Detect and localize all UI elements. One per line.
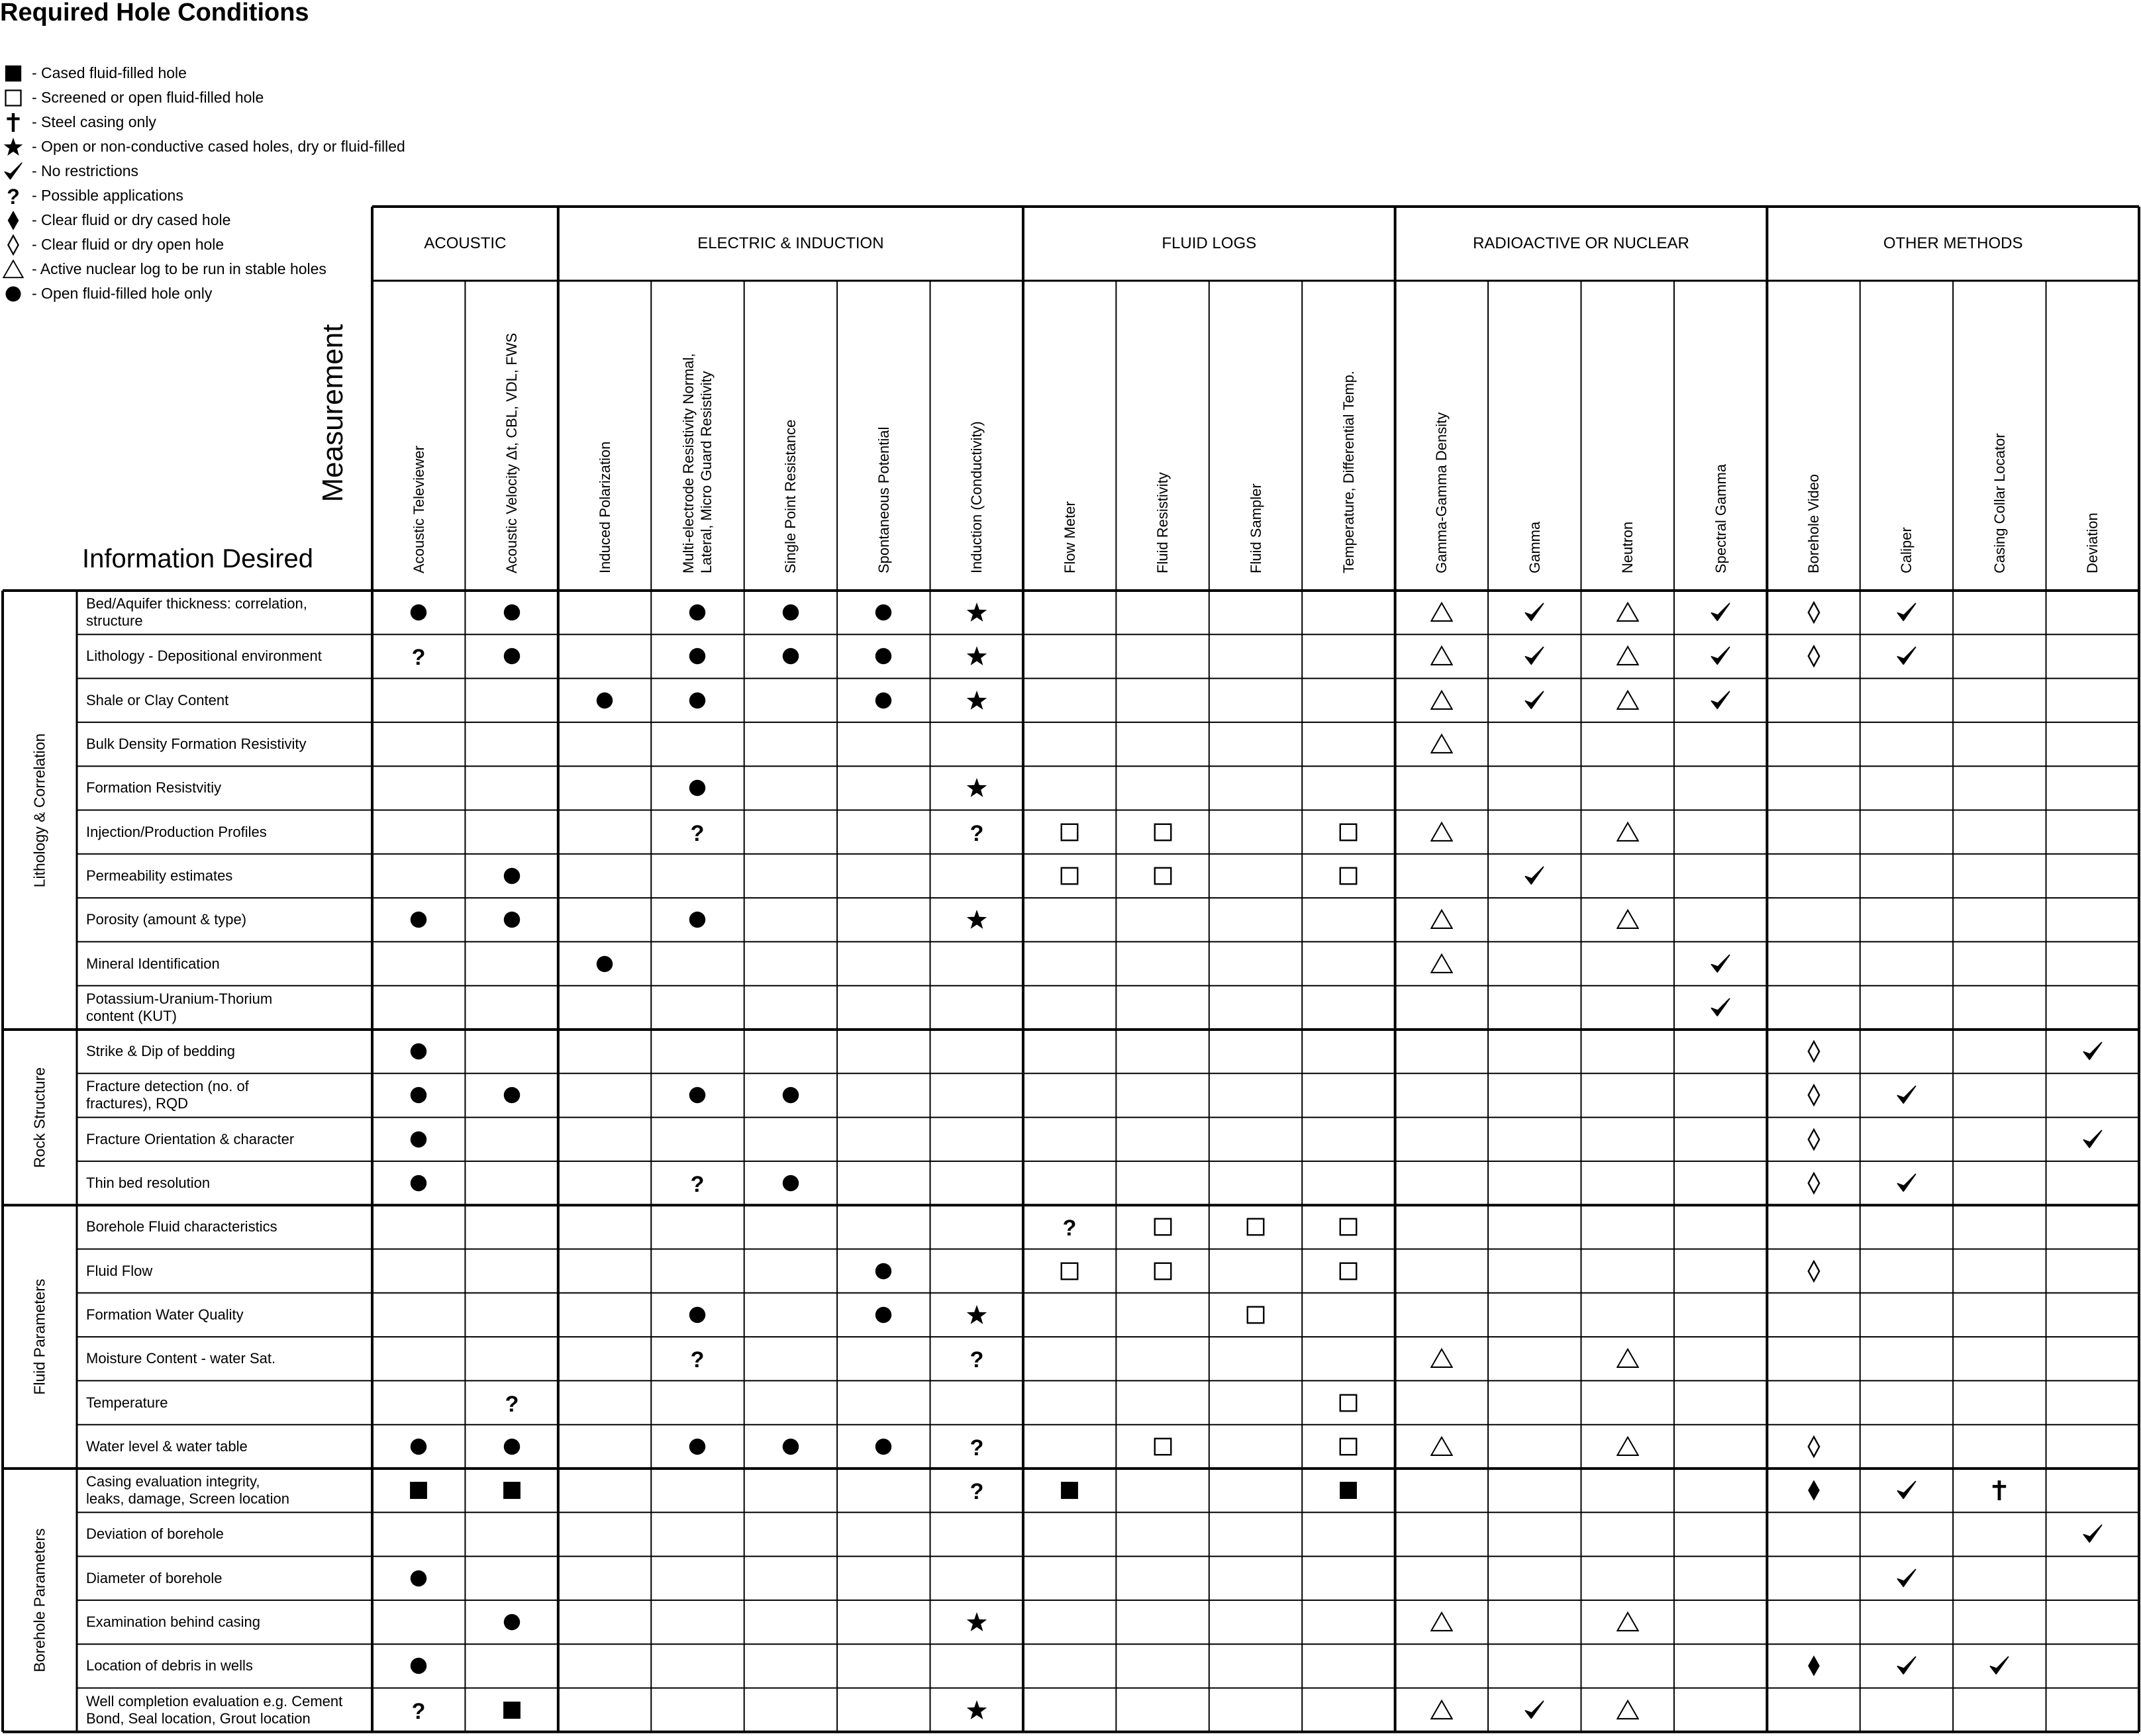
filled-circle-icon <box>872 689 895 712</box>
open-diamond-icon <box>1803 1040 1825 1063</box>
information-desired-label: Information Desired <box>82 544 314 573</box>
filled-circle-icon <box>686 908 709 931</box>
column-header-line: Acoustic Velocity Δt, CBL, VDL, FWS <box>503 332 521 573</box>
row-label-line: Lithology - Depositional environment <box>86 648 322 665</box>
row-label-line: leaks, damage, Screen location <box>86 1490 289 1508</box>
open-square-icon <box>1337 1216 1360 1238</box>
column-header <box>1897 527 1915 573</box>
open-triangle-icon <box>1430 1347 1453 1370</box>
filled-circle-icon <box>407 1084 430 1106</box>
filled-circle-icon <box>501 601 523 624</box>
open-triangle-icon <box>1617 645 1639 667</box>
question-icon <box>407 645 430 667</box>
page-title: Required Hole Conditions <box>0 0 309 26</box>
column-header-line: Temperature, Differential Temp. <box>1340 370 1357 573</box>
filled-circle-icon <box>779 1172 802 1194</box>
check-icon <box>1523 689 1546 712</box>
open-square-icon <box>1152 865 1174 887</box>
open-triangle-icon <box>1430 953 1453 975</box>
row-label <box>86 1073 368 1117</box>
open-square-icon <box>1337 821 1360 844</box>
row-label <box>86 986 368 1030</box>
filled-circle-icon <box>779 645 802 667</box>
row-label-line: Examination behind casing <box>86 1614 260 1631</box>
row-label-line: Bulk Density Formation Resistivity <box>86 736 307 753</box>
check-icon <box>1895 1655 1918 1677</box>
check-icon <box>1523 601 1546 624</box>
filled-circle-icon <box>407 601 430 624</box>
row-label-line: Borehole Fluid characteristics <box>86 1218 277 1235</box>
check-icon <box>1895 1479 1918 1502</box>
row-label <box>86 1644 368 1688</box>
row-label <box>86 1161 368 1205</box>
row-label <box>86 1600 368 1644</box>
row-label-line: Mineral Identification <box>86 955 220 972</box>
column-header <box>679 353 715 573</box>
legend-text: - Cased fluid-filled hole <box>32 64 187 81</box>
star-icon <box>966 908 988 931</box>
column-header-line: Casing Collar Locator <box>1991 433 2008 573</box>
open-square-icon <box>1337 865 1360 887</box>
row-label <box>86 1030 368 1073</box>
row-group-label: Fluid Parameters <box>30 1278 48 1395</box>
row-label-line: Bed/Aquifer thickness: correlation, <box>86 595 307 612</box>
open-diamond-icon <box>1803 601 1825 624</box>
check-icon <box>1895 601 1918 624</box>
legend-text: - Clear fluid or dry open hole <box>32 236 224 253</box>
svg-text:?: ? <box>411 1698 426 1721</box>
open-triangle-icon <box>1617 1699 1639 1721</box>
question-icon <box>686 821 709 844</box>
check-icon <box>1988 1655 2011 1677</box>
legend-text: - Open or non-conductive cased holes, dry or fluid-filled <box>32 138 405 155</box>
column-header <box>1247 483 1265 573</box>
row-label <box>86 1380 368 1424</box>
column-header-line: Multi-electrode Resistivity Normal, <box>680 353 697 573</box>
column-header-line: Gamma-Gamma Density <box>1433 412 1450 573</box>
legend-text: - Clear fluid or dry cased hole <box>32 211 231 228</box>
filled-circle-icon <box>686 1304 709 1326</box>
row-label <box>86 810 368 854</box>
question-icon <box>1058 1216 1081 1238</box>
open-triangle-icon <box>1617 821 1639 844</box>
row-label-line: Temperature <box>86 1394 168 1411</box>
question-icon <box>966 1435 988 1458</box>
filled-circle-icon <box>686 601 709 624</box>
filled-circle-icon <box>501 908 523 931</box>
row-label-line: Injection/Production Profiles <box>86 823 267 840</box>
measurement-axis-label: Measurement <box>317 324 349 503</box>
row-label-line: Potassium-Uranium-Thorium <box>86 990 273 1007</box>
open-triangle-icon <box>1430 733 1453 755</box>
row-group-label: Borehole Parameters <box>30 1528 48 1672</box>
svg-text:?: ? <box>691 1172 705 1195</box>
row-label <box>86 1688 368 1732</box>
row-label <box>86 1469 368 1512</box>
column-header <box>968 421 985 573</box>
row-label <box>86 1425 368 1469</box>
row-label <box>86 1557 368 1600</box>
column-header-line: Lateral, Micro Guard Resistivity <box>698 371 715 573</box>
open-triangle-icon <box>1430 1435 1453 1458</box>
filled-square-icon <box>1058 1479 1081 1502</box>
filled-square-icon <box>407 1479 430 1502</box>
question-icon <box>407 1699 430 1721</box>
question-icon <box>966 1347 988 1370</box>
column-header-line: Neutron <box>1619 521 1636 573</box>
check-icon <box>1709 689 1732 712</box>
check-icon <box>1709 601 1732 624</box>
open-triangle-icon <box>1617 1611 1639 1633</box>
open-diamond-icon <box>1803 645 1825 667</box>
open-triangle-icon <box>1430 1611 1453 1633</box>
column-header-line: Fluid Resistivity <box>1154 472 1171 573</box>
row-label <box>86 1293 368 1337</box>
column-header-line: Induction (Conductivity) <box>968 421 985 573</box>
column-header-line: Deviation <box>2084 512 2101 573</box>
question-icon <box>966 821 988 844</box>
star-icon <box>966 1611 988 1633</box>
row-label <box>86 1337 368 1380</box>
dagger-icon <box>1988 1479 2011 1502</box>
svg-text:?: ? <box>505 1391 519 1414</box>
check-icon <box>1709 996 1732 1019</box>
row-label-line: Bond, Seal location, Grout location <box>86 1710 311 1727</box>
open-square-icon <box>1152 1216 1174 1238</box>
row-label-line: content (KUT) <box>86 1007 177 1024</box>
row-label-line: fractures), RQD <box>86 1095 189 1112</box>
legend-text: - Screened or open fluid-filled hole <box>32 89 264 106</box>
open-square-icon <box>1244 1304 1267 1326</box>
open-triangle-icon <box>1617 689 1639 712</box>
filled-circle-icon <box>872 601 895 624</box>
filled-circle-icon <box>407 908 430 931</box>
filled-circle-icon <box>501 1611 523 1633</box>
row-label-line: structure <box>86 612 143 630</box>
svg-text:?: ? <box>970 1479 984 1502</box>
column-header <box>875 427 893 573</box>
open-triangle-icon <box>1430 645 1453 667</box>
open-triangle-icon <box>1617 601 1639 624</box>
filled-circle-icon <box>686 1084 709 1106</box>
row-label <box>86 1118 368 1161</box>
svg-text:?: ? <box>411 645 426 668</box>
open-triangle-icon <box>1430 821 1453 844</box>
column-group-header: ACOUSTIC <box>424 234 507 252</box>
column-header-line: Spectral Gamma <box>1712 463 1729 573</box>
row-label <box>86 679 368 722</box>
star-icon <box>966 601 988 624</box>
column-header-line: Spontaneous Potential <box>875 426 892 573</box>
filled-circle-icon <box>872 645 895 667</box>
check-icon <box>1709 953 1732 975</box>
check-icon <box>1523 645 1546 667</box>
row-label <box>86 634 368 678</box>
row-label <box>86 1249 368 1293</box>
open-diamond-icon <box>1803 1435 1825 1458</box>
column-header <box>1805 474 1822 573</box>
star-icon <box>966 645 988 667</box>
column-header-line: Caliper <box>1898 527 1915 573</box>
row-group-label: Lithology & Correlation <box>30 733 48 887</box>
filled-circle-icon <box>501 1435 523 1458</box>
check-icon <box>1895 645 1918 667</box>
open-square-icon <box>1337 1392 1360 1414</box>
check-icon <box>1895 1567 1918 1590</box>
row-label-line: Location of debris in wells <box>86 1657 253 1674</box>
column-header <box>2083 512 2101 573</box>
check-icon <box>2081 1128 2104 1151</box>
row-label-line: Deviation of borehole <box>86 1525 224 1543</box>
question-icon <box>966 1479 988 1502</box>
column-header <box>1340 371 1358 573</box>
row-label-line: Porosity (amount & type) <box>86 911 247 928</box>
column-group-header: RADIOACTIVE OR NUCLEAR <box>1473 234 1689 252</box>
legend-text: - Steel casing only <box>32 113 156 130</box>
column-header <box>1712 464 1730 573</box>
column-header-line: Induced Polarization <box>596 441 613 573</box>
open-square-icon <box>1152 821 1174 844</box>
svg-text:?: ? <box>970 1435 984 1458</box>
filled-circle-icon <box>593 689 616 712</box>
column-header-line: Single Point Resistance <box>782 419 799 573</box>
open-triangle-icon <box>1430 601 1453 624</box>
row-label <box>86 1512 368 1556</box>
column-group-header: ELECTRIC & INDUCTION <box>697 234 884 252</box>
check-icon <box>1895 1084 1918 1106</box>
open-triangle-icon <box>1430 689 1453 712</box>
filled-circle-icon <box>686 1435 709 1458</box>
row-label-line: Moisture Content - water Sat. <box>86 1350 276 1367</box>
column-header-line: Acoustic Televiewer <box>410 446 427 573</box>
svg-text:?: ? <box>691 1347 705 1371</box>
filled-circle-icon <box>779 1084 802 1106</box>
open-diamond-icon <box>1803 1172 1825 1194</box>
check-icon <box>2081 1040 2104 1063</box>
filled-circle-icon <box>779 1435 802 1458</box>
open-diamond-icon <box>1803 1128 1825 1151</box>
row-label-line: Well completion evaluation e.g. Cement <box>86 1692 343 1710</box>
row-label <box>86 766 368 810</box>
open-triangle-icon <box>1430 1699 1453 1721</box>
open-square-icon <box>1058 821 1081 844</box>
row-label-line: Diameter of borehole <box>86 1569 223 1586</box>
filled-circle-icon <box>501 645 523 667</box>
column-header-line: Borehole Video <box>1805 473 1822 573</box>
row-label-line: Water level & water table <box>86 1437 248 1455</box>
column-header <box>1154 472 1171 573</box>
star-icon <box>966 689 988 712</box>
column-header <box>1618 522 1636 573</box>
row-label <box>86 591 368 634</box>
row-label-line: Casing evaluation integrity, <box>86 1473 260 1490</box>
row-group-label: Rock Structure <box>30 1067 48 1168</box>
filled-diamond-icon <box>1803 1479 1825 1502</box>
filled-circle-icon <box>407 1172 430 1194</box>
filled-square-icon <box>501 1479 523 1502</box>
question-icon <box>686 1347 709 1370</box>
check-icon <box>1523 1699 1546 1721</box>
open-square-icon <box>1058 865 1081 887</box>
check-icon <box>1523 865 1546 887</box>
question-icon <box>686 1172 709 1194</box>
filled-diamond-icon <box>1803 1655 1825 1677</box>
filled-circle-icon <box>779 601 802 624</box>
row-label-line: Fracture detection (no. of <box>86 1078 249 1095</box>
svg-text:?: ? <box>970 1347 984 1371</box>
open-square-icon <box>1152 1435 1174 1458</box>
open-square-icon <box>1337 1435 1360 1458</box>
filled-circle-icon <box>686 777 709 799</box>
open-square-icon <box>1152 1260 1174 1282</box>
row-label <box>86 722 368 766</box>
open-diamond-icon <box>1803 1260 1825 1282</box>
column-header <box>781 420 799 573</box>
column-header-line: Gamma <box>1526 521 1543 573</box>
column-header <box>1432 412 1450 573</box>
star-icon <box>966 1304 988 1326</box>
open-triangle-icon <box>1430 908 1453 931</box>
check-icon <box>2081 1523 2104 1545</box>
row-label <box>86 898 368 941</box>
filled-circle-icon <box>686 689 709 712</box>
filled-circle-icon <box>407 1435 430 1458</box>
row-label-line: Fracture Orientation & character <box>86 1130 295 1147</box>
check-icon <box>1895 1172 1918 1194</box>
filled-square-icon <box>501 1699 523 1721</box>
legend-text: - Possible applications <box>32 187 183 204</box>
filled-circle-icon <box>407 1040 430 1063</box>
row-label <box>86 941 368 985</box>
star-icon <box>966 777 988 799</box>
open-triangle-icon <box>1617 1435 1639 1458</box>
open-triangle-icon <box>1617 908 1639 931</box>
svg-text:?: ? <box>691 820 705 844</box>
filled-circle-icon <box>407 1567 430 1590</box>
open-square-icon <box>1244 1216 1267 1238</box>
legend-text: - Open fluid-filled hole only <box>32 285 213 302</box>
row-label-line: Formation Resistvitiy <box>86 779 222 796</box>
filled-circle-icon <box>407 1655 430 1677</box>
check-icon <box>1709 645 1732 667</box>
svg-text:?: ? <box>1062 1216 1077 1239</box>
row-label-line: Permeability estimates <box>86 867 233 884</box>
column-header <box>1991 433 2009 573</box>
svg-text:?: ? <box>970 820 984 844</box>
filled-circle-icon <box>686 645 709 667</box>
open-triangle-icon <box>1617 1347 1639 1370</box>
row-label <box>86 1205 368 1249</box>
column-header-line: Fluid Sampler <box>1247 483 1264 573</box>
column-header <box>1526 522 1544 573</box>
svg-text:?: ? <box>7 185 20 207</box>
filled-circle-icon <box>872 1304 895 1326</box>
column-header <box>503 333 521 573</box>
filled-circle-icon <box>872 1260 895 1282</box>
filled-circle-icon <box>872 1435 895 1458</box>
row-label-line: Fluid Flow <box>86 1262 153 1279</box>
legend-text: - No restrictions <box>32 162 139 179</box>
legend-text: - Active nuclear log to be run in stable holes <box>32 260 326 277</box>
row-label-line: Shale or Clay Content <box>86 691 229 708</box>
column-group-header: OTHER METHODS <box>1883 234 2023 252</box>
filled-circle-icon <box>593 953 616 975</box>
open-diamond-icon <box>1803 1084 1825 1106</box>
row-label-line: Thin bed resolution <box>86 1175 211 1192</box>
column-header-line: Flow Meter <box>1061 501 1078 573</box>
filled-circle-icon <box>407 1128 430 1151</box>
row-label <box>86 854 368 898</box>
column-header <box>596 442 614 573</box>
filled-circle-icon <box>501 865 523 887</box>
row-label-line: Formation Water Quality <box>86 1306 244 1323</box>
filled-square-icon <box>1337 1479 1360 1502</box>
row-label-line: Strike & Dip of bedding <box>86 1043 236 1060</box>
star-icon <box>966 1699 988 1721</box>
column-header <box>410 446 428 573</box>
open-square-icon <box>1058 1260 1081 1282</box>
column-header <box>1061 501 1079 573</box>
column-group-header: FLUID LOGS <box>1162 234 1257 252</box>
filled-circle-icon <box>501 1084 523 1106</box>
open-square-icon <box>1337 1260 1360 1282</box>
question-icon <box>501 1392 523 1414</box>
